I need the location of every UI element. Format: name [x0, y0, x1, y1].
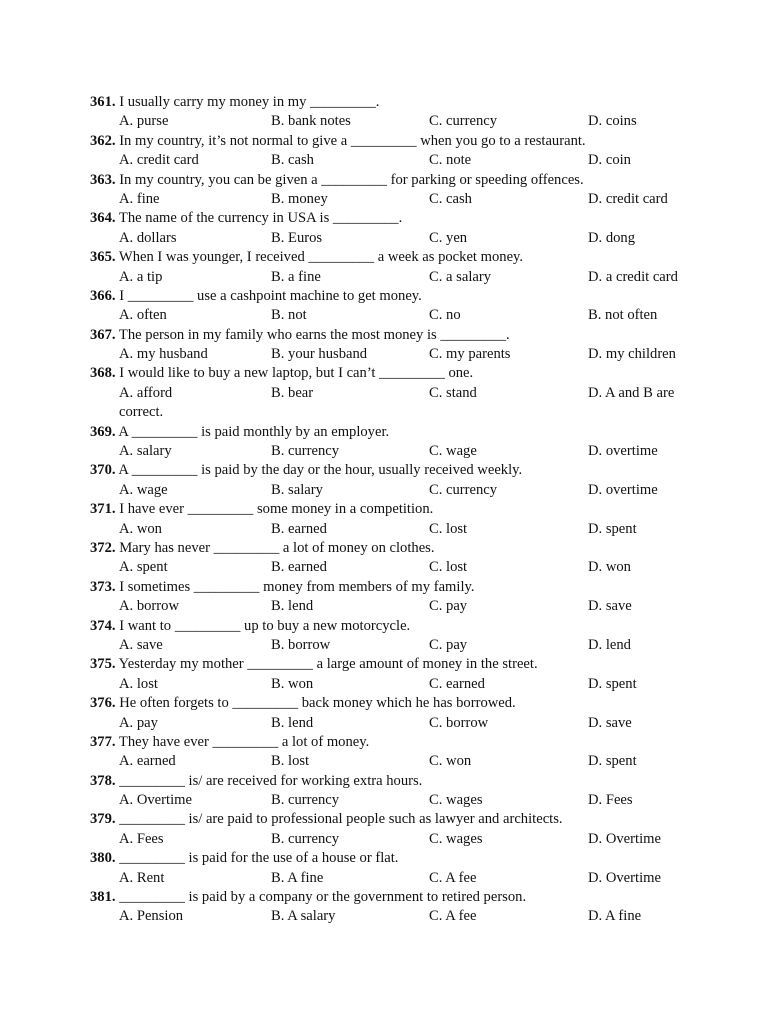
option-b: B. currency [271, 830, 340, 847]
question-text: A _________ is paid by the day or the hour, usually received weekly. [115, 462, 523, 479]
option-b: B. cash [271, 152, 314, 169]
question-number: 368. [90, 365, 116, 382]
question-text: The person in my family who earns the most money is _________. [115, 326, 510, 343]
option-a: A. Rent [119, 869, 165, 886]
question-text: In my country, you can be given a _________ for parking or speeding offences. [115, 171, 584, 188]
question-stem [0, 810, 768, 829]
question-stem [0, 539, 768, 558]
option-d: D. spent [588, 675, 637, 692]
question-stem [0, 171, 768, 190]
option-a: A. afford [119, 384, 173, 401]
question-number: 376. [90, 695, 116, 712]
options-row [0, 190, 768, 209]
option-c: C. no [429, 307, 461, 324]
option-a: A. my husband [119, 346, 208, 363]
question-stem [0, 500, 768, 519]
option-a: A. borrow [119, 598, 179, 615]
question-number: 366. [90, 287, 116, 304]
option-b: B. salary [271, 481, 323, 498]
question-376 [0, 694, 768, 733]
option-d: D. won [588, 559, 631, 576]
option-a: A. purse [119, 113, 169, 130]
option-c: C. my parents [429, 346, 511, 363]
question-number: 373. [90, 578, 116, 595]
option-c: C. yen [429, 229, 468, 246]
question-number: 371. [90, 501, 116, 518]
option-c: C. earned [429, 675, 485, 692]
question-366 [0, 287, 768, 326]
option-b: B. lend [271, 714, 314, 731]
question-stem [0, 694, 768, 713]
question-stem [0, 423, 768, 442]
question-stem [0, 209, 768, 228]
options-row [0, 384, 768, 403]
question-367 [0, 326, 768, 365]
options-row [0, 907, 768, 926]
options-row [0, 636, 768, 655]
option-a: A. Overtime [119, 792, 192, 809]
question-375 [0, 655, 768, 694]
option-a: A. earned [119, 753, 176, 770]
option-b: B. earned [271, 520, 327, 537]
option-a: A. Fees [119, 830, 164, 847]
option-b: B. Euros [271, 229, 323, 246]
option-a: A. lost [119, 675, 158, 692]
option-d: D. a credit card [588, 268, 678, 285]
options-row [0, 345, 768, 364]
options-row [0, 558, 768, 577]
option-d: D. A fine [588, 908, 642, 925]
option-a: A. spent [119, 559, 168, 576]
question-text: I want to _________ up to buy a new motorcycle. [115, 617, 411, 634]
question-361 [0, 93, 768, 132]
question-number: 365. [90, 249, 116, 266]
question-373 [0, 578, 768, 617]
question-text: The name of the currency in USA is _________. [115, 210, 403, 227]
question-number: 362. [90, 132, 116, 149]
option-c: C. wages [429, 792, 483, 809]
option-a: A. won [119, 520, 162, 537]
option-a: A. Pension [119, 908, 184, 925]
question-text: He often forgets to _________ back money which he has borrowed. [115, 695, 516, 712]
option-d: D. lend [588, 636, 631, 653]
option-d: D. dong [588, 229, 636, 246]
question-stem [0, 772, 768, 791]
question-text: I usually carry my money in my _________. [115, 94, 380, 110]
options-row [0, 268, 768, 287]
option-b: B. currency [271, 443, 340, 460]
option-d: D. my children [588, 346, 676, 363]
question-text: I would like to buy a new laptop, but I can’t _________ one. [115, 365, 474, 382]
options-row [0, 675, 768, 694]
question-377 [0, 733, 768, 772]
option-c: C. lost [429, 559, 468, 576]
question-stem [0, 578, 768, 597]
question-stem [0, 132, 768, 151]
option-b: B. lend [271, 598, 314, 615]
options-row [0, 869, 768, 888]
question-380 [0, 849, 768, 888]
question-stem [0, 733, 768, 752]
worksheet [0, 93, 768, 927]
question-stem [0, 93, 768, 112]
question-number: 378. [90, 772, 116, 789]
question-number: 363. [90, 171, 116, 188]
question-text: In my country, it’s not normal to give a _________ when you go to a restaurant. [115, 132, 586, 149]
question-371 [0, 500, 768, 539]
option-d: D. overtime [588, 443, 658, 460]
question-text: A _________ is paid monthly by an employer. [115, 423, 390, 440]
question-stem [0, 461, 768, 480]
option-d: D. Overtime [588, 830, 661, 847]
option-c: C. cash [429, 190, 472, 207]
question-number: 375. [90, 656, 116, 673]
question-text: They have ever _________ a lot of money. [115, 733, 370, 750]
option-d: D. spent [588, 753, 637, 770]
option-a: A. wage [119, 481, 168, 498]
option-d: D. overtime [588, 481, 658, 498]
options-row [0, 714, 768, 733]
options-row [0, 597, 768, 616]
question-378 [0, 772, 768, 811]
option-c: C. A fee [429, 908, 477, 925]
question-text: Yesterday my mother _________ a large amount of money in the street. [115, 656, 538, 673]
option-c: C. won [429, 753, 472, 770]
option-a: A. often [119, 307, 167, 324]
options-row [0, 112, 768, 131]
question-number: 367. [90, 326, 116, 343]
question-374 [0, 617, 768, 656]
option-b: B. won [271, 675, 314, 692]
option-d-continued: correct. [119, 404, 164, 421]
option-c: C. pay [429, 598, 468, 615]
options-row [0, 442, 768, 461]
question-text: Mary has never _________ a lot of money on clothes. [115, 539, 435, 556]
question-370 [0, 461, 768, 500]
question-369 [0, 423, 768, 462]
option-c: C. a salary [429, 268, 492, 285]
option-b: B. bear [271, 384, 314, 401]
question-number: 364. [90, 210, 116, 227]
option-d: D. spent [588, 520, 637, 537]
option-a: A. a tip [119, 268, 163, 285]
question-text: _________ is paid for the use of a house or flat. [115, 850, 399, 867]
option-b: B. earned [271, 559, 327, 576]
option-b: B. a fine [271, 268, 321, 285]
option-c: C. A fee [429, 869, 477, 886]
options-row [0, 151, 768, 170]
option-b: B. lost [271, 753, 310, 770]
option-c: C. currency [429, 481, 498, 498]
question-number: 372. [90, 539, 116, 556]
question-number: 370. [90, 462, 116, 479]
option-d: D. save [588, 598, 632, 615]
question-365 [0, 248, 768, 287]
question-stem [0, 364, 768, 383]
question-text: _________ is/ are paid to professional people such as lawyer and architects. [115, 811, 563, 828]
option-b: B. bank notes [271, 113, 351, 130]
question-381 [0, 888, 768, 927]
question-stem [0, 248, 768, 267]
question-379 [0, 810, 768, 849]
question-stem [0, 655, 768, 674]
option-b: B. money [271, 190, 328, 207]
question-text: When I was younger, I received _________ a week as pocket money. [115, 249, 524, 266]
option-a: A. save [119, 636, 163, 653]
option-c: C. pay [429, 636, 468, 653]
question-364 [0, 209, 768, 248]
question-text: _________ is paid by a company or the government to retired person. [115, 889, 527, 906]
option-c: C. wage [429, 443, 477, 460]
question-number: 380. [90, 850, 116, 867]
option-a: A. fine [119, 190, 160, 207]
question-368 [0, 364, 768, 422]
option-d: D. save [588, 714, 632, 731]
option-b: B. borrow [271, 636, 331, 653]
option-a: A. dollars [119, 229, 177, 246]
option-d: D. Overtime [588, 869, 661, 886]
option-a: A. credit card [119, 152, 199, 169]
options-row [0, 306, 768, 325]
option-b: B. currency [271, 792, 340, 809]
option-d: D. A and B are [588, 384, 675, 401]
option-d: B. not often [588, 307, 658, 324]
option-c: C. stand [429, 384, 477, 401]
option-c: C. borrow [429, 714, 489, 731]
question-number: 381. [90, 889, 116, 906]
question-number: 379. [90, 811, 116, 828]
options-row [0, 752, 768, 771]
question-text: _________ is/ are received for working extra hours. [115, 772, 423, 789]
question-372 [0, 539, 768, 578]
options-row [0, 481, 768, 500]
question-stem [0, 326, 768, 345]
question-363 [0, 171, 768, 210]
options-row [0, 830, 768, 849]
option-c: C. note [429, 152, 472, 169]
question-number: 374. [90, 617, 116, 634]
question-stem [0, 849, 768, 868]
option-a: A. pay [119, 714, 158, 731]
question-text: I sometimes _________ money from members of my family. [115, 578, 475, 595]
question-stem [0, 617, 768, 636]
option-d: D. coins [588, 113, 637, 130]
question-stem [0, 888, 768, 907]
options-row [0, 520, 768, 539]
question-number: 377. [90, 733, 116, 750]
question-text: I have ever _________ some money in a competition. [115, 501, 434, 518]
question-number: 361. [90, 94, 116, 110]
question-text: I _________ use a cashpoint machine to get money. [115, 287, 422, 304]
question-number: 369. [90, 423, 116, 440]
option-b: B. not [271, 307, 307, 324]
options-row [0, 229, 768, 248]
question-362 [0, 132, 768, 171]
option-d: D. credit card [588, 190, 668, 207]
question-stem [0, 287, 768, 306]
option-a: A. salary [119, 443, 172, 460]
option-c: C. wages [429, 830, 483, 847]
option-b: B. A fine [271, 869, 324, 886]
option-d: D. coin [588, 152, 631, 169]
options-row [0, 791, 768, 810]
option-c: C. lost [429, 520, 468, 537]
option-d: D. Fees [588, 792, 633, 809]
option-b: B. A salary [271, 908, 336, 925]
option-b: B. your husband [271, 346, 368, 363]
option-c: C. currency [429, 113, 498, 130]
